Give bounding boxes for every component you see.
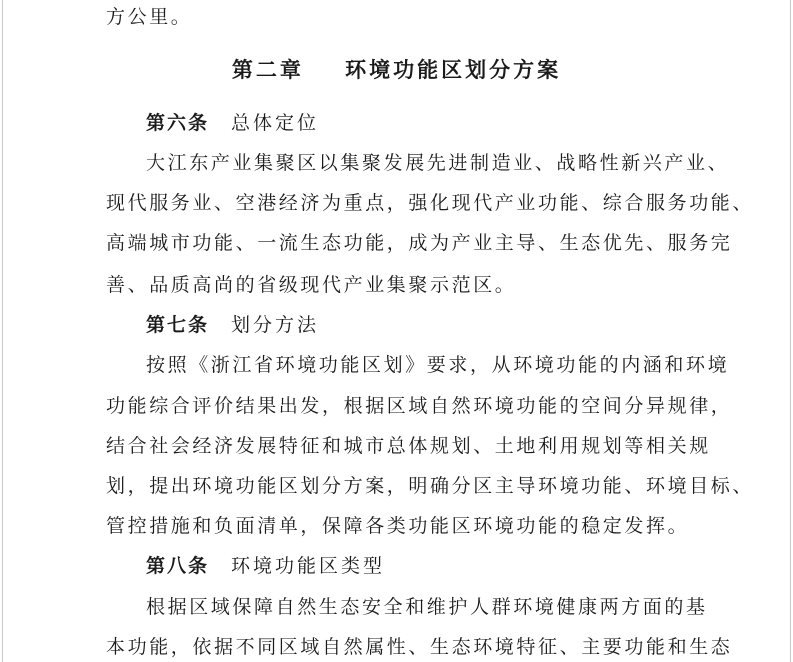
paragraph-line: 根据区域保障自然生态安全和维护人群环境健康两方面的基	[146, 596, 708, 618]
paragraph-line: 本功能，依据不同区域自然属性、生态环境特征、主要功能和生态	[106, 636, 733, 658]
article-heading	[146, 110, 691, 136]
paragraph-line: 善、品质高尚的省级现代产业集聚示范区。	[106, 274, 517, 296]
article-label: 第六条	[146, 112, 210, 134]
paragraph-line: 大江东产业集聚区以集聚发展先进制造业、战略性新兴产业、	[146, 152, 730, 174]
paragraph-line: 方公里。	[106, 6, 193, 28]
article-label: 第八条	[146, 555, 210, 577]
article-title: 总体定位	[231, 112, 320, 134]
paragraph-line: 高端城市功能、一流生态功能，成为产业主导、生态优先、服务完	[106, 232, 733, 254]
paragraph-line: 管控措施和负面清单，保障各类功能区环境功能的稳定发挥。	[106, 515, 690, 537]
article-title: 环境功能区类型	[231, 555, 386, 577]
paragraph-line: 划，提出环境功能区划分方案，明确分区主导环境功能、环境目标、	[106, 475, 755, 497]
paragraph-line: 结合社会经济发展特征和城市总体规划、土地利用规划等相关规	[106, 435, 711, 457]
paragraph-line: 现代服务业、空港经济为重点，强化现代产业功能、综合服务功能、	[106, 192, 755, 214]
article-label: 第七条	[146, 314, 210, 336]
chapter-heading: 第二章 环境功能区划分方案	[231, 57, 562, 82]
page-right-border	[790, 0, 791, 662]
article-title: 划分方法	[231, 314, 320, 336]
article-heading	[146, 553, 691, 579]
article-heading	[146, 312, 691, 338]
paragraph-line: 功能综合评价结果出发，根据区域自然环境功能的空间分异规律，	[106, 395, 733, 417]
page-left-border	[2, 0, 3, 662]
paragraph-line: 按照《浙江省环境功能区划》要求，从环境功能的内涵和环境	[146, 354, 730, 376]
